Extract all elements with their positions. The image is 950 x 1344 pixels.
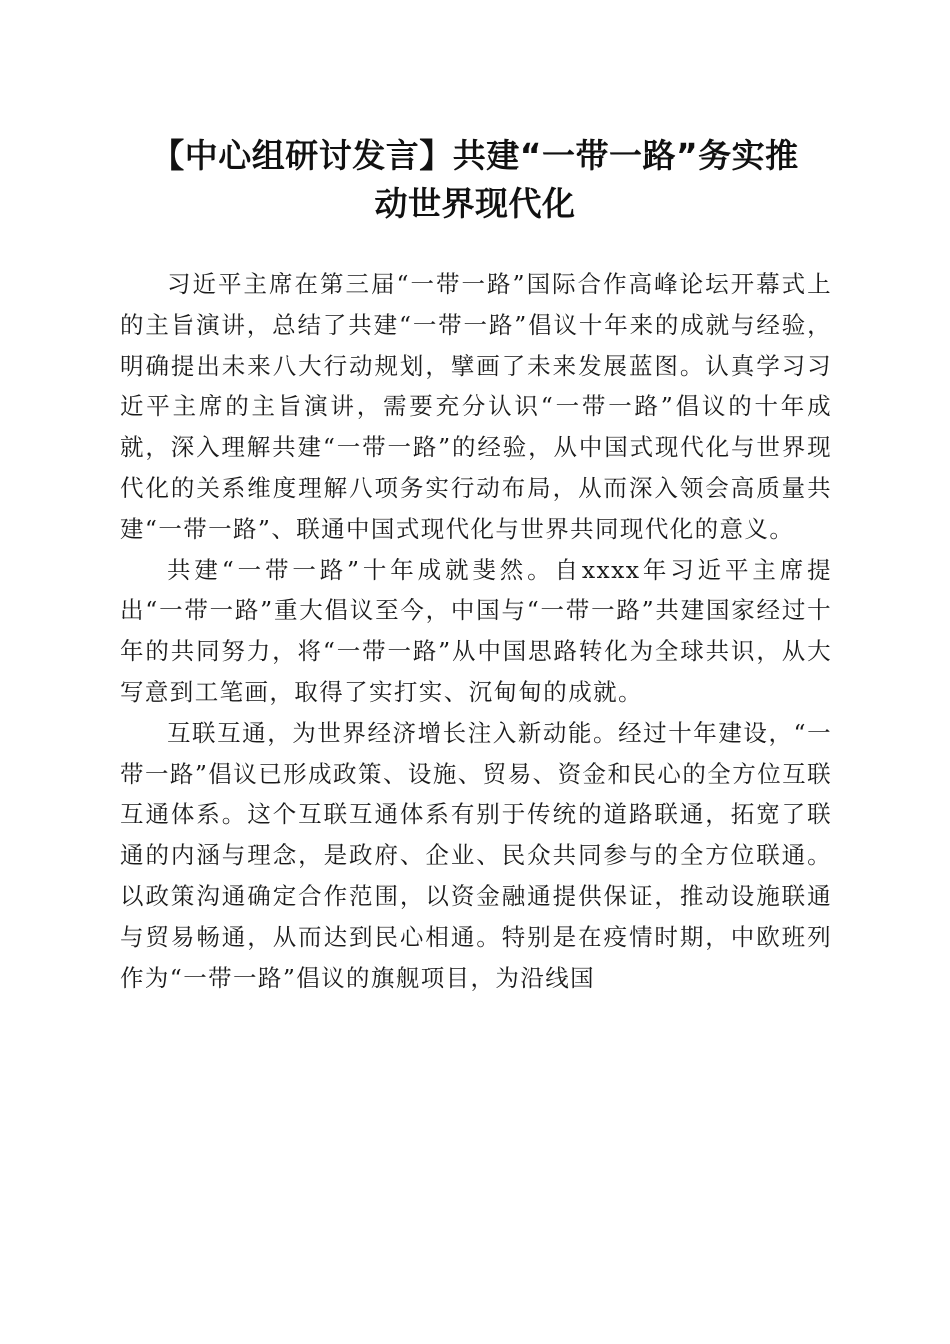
- paragraph-3: 互联互通，为世界经济增长注入新动能。经过十年建设，“一带一路”倡议已形成政策、设施、贸易、资金和民心的全方位互联互通体系。这个互联互通体系有别于传统的道路联通，拓宽了联通的内涵与理念，是政府、企业、民众共同参与的全方位联通。以政策沟通确定合作范围，以资金融通提供保证，推动设施联通与贸易畅通，从而达到民心相通。特别是在疫情时期，中欧班列作为“一带一路”倡议的旗舰项目，为沿线国: [120, 718, 832, 992]
- document-body: [120, 264, 832, 998]
- paragraph-1: 习近平主席在第三届“一带一路”国际合作高峰论坛开幕式上的主旨演讲，总结了共建“一带一路”倡议十年来的成就与经验，明确提出未来八大行动规划，擘画了未来发展蓝图。认真学习习近平主席的主旨演讲，需要充分认识“一带一路”倡议的十年成就，深入理解共建“一带一路”的经验，从中国式现代化与世界现代化的关系维度理解八项务实行动布局，从而深入领会高质量共建“一带一路”、联通中国式现代化与世界共同现代化的意义。: [120, 270, 832, 543]
- document-title: [100, 132, 850, 228]
- title-line-1: 【中心组研讨发言】共建“一带一路”务实推: [151, 136, 799, 175]
- title-line-2: 动世界现代化: [374, 184, 576, 223]
- paragraph-2: 共建“一带一路”十年成就斐然。自xxxx年习近平主席提出“一带一路”重大倡议至今，中国与“一带一路”共建国家经过十年的共同努力，将“一带一路”从中国思路转化为全球共识，从大写意到工笔画，取得了实打实、沉甸甸的成就。: [120, 555, 832, 706]
